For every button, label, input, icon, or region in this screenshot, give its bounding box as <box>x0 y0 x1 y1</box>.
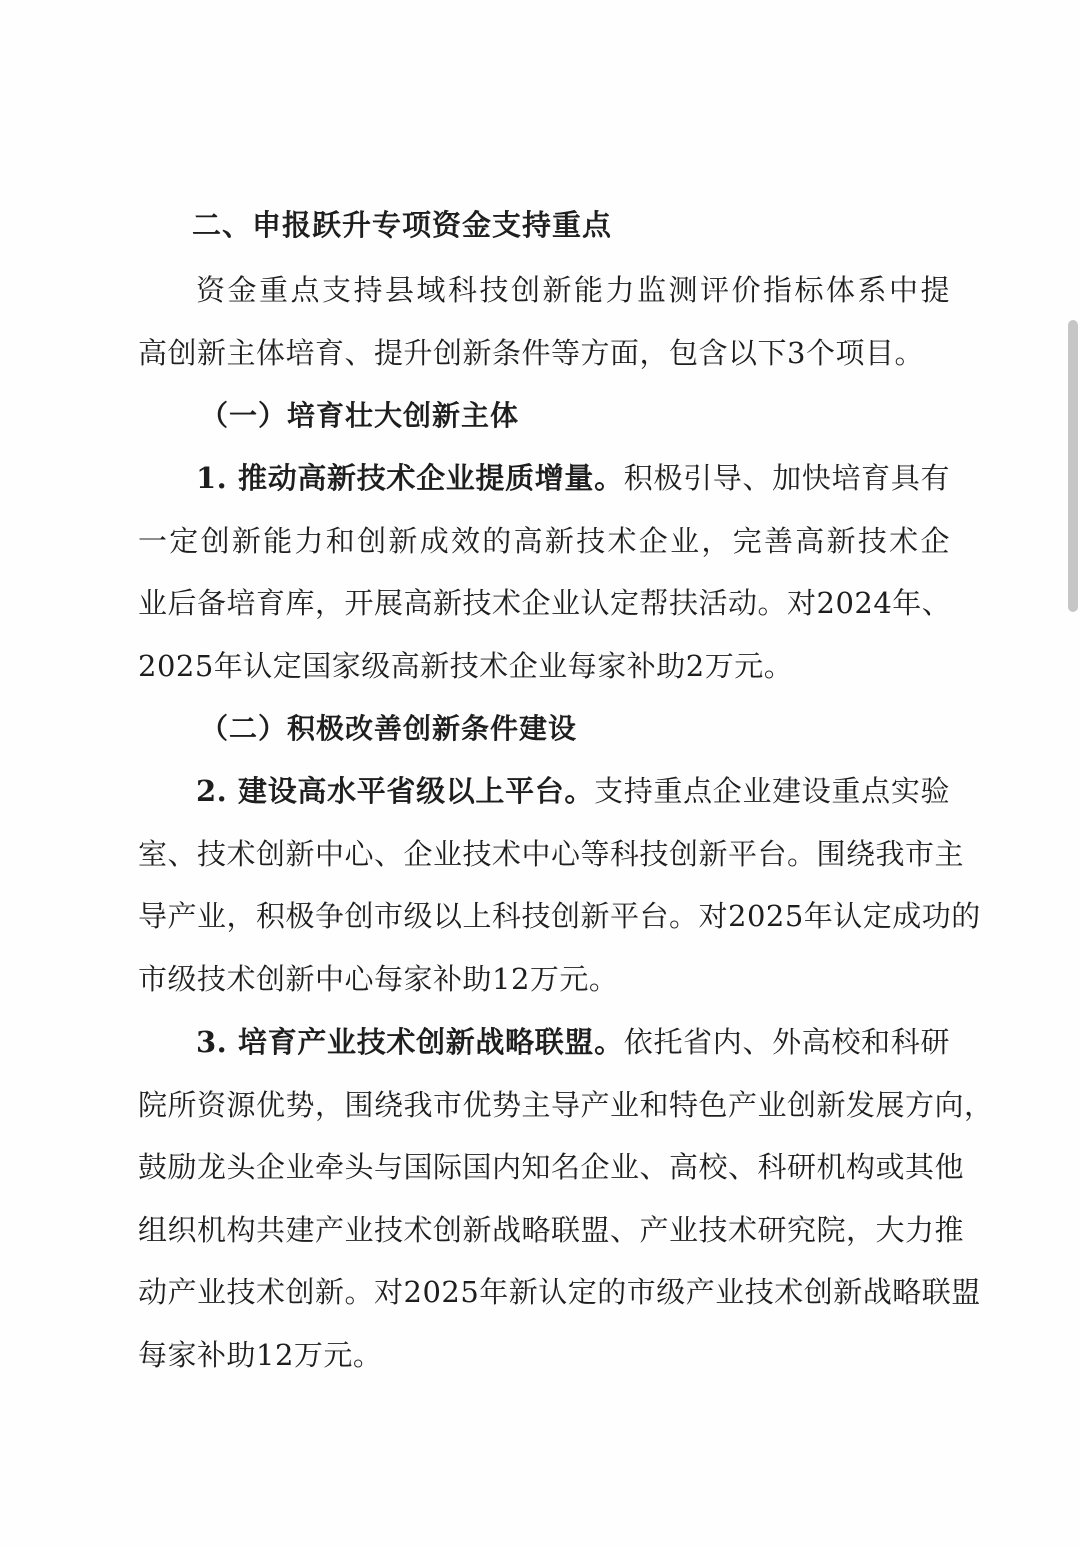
item-3-line-4: 组织机构共建产业技术创新战略联盟、产业技术研究院，大力推 <box>138 1212 965 1247</box>
item-3-line-1 <box>138 1011 950 1074</box>
item-1-line-1 <box>138 447 950 510</box>
item-1-lead: 1. 推动高新技术企业提质增量。 <box>196 461 624 495</box>
item-2-line-1 <box>138 760 950 823</box>
item-2-line-2: 室、技术创新中心、企业技术中心等科技创新平台。围绕我市主 <box>138 836 965 871</box>
section-title: 二、申报跃升专项资金支持重点 <box>192 208 613 242</box>
item-2-line-4: 市级技术创新中心每家补助12万元。 <box>138 961 619 996</box>
item-1-line-3: 业后备培育库，开展高新技术企业认定帮扶活动。对2024年、 <box>138 586 952 620</box>
item-2-first-rest: 支持重点企业建设重点实验 <box>594 774 950 808</box>
item-3-lead: 3. 培育产业技术创新战略联盟。 <box>196 1025 624 1059</box>
item-3-line-5: 动产业技术创新。对2025年新认定的市级产业技术创新战略联盟 <box>138 1275 981 1309</box>
subsection-title-2: （二）积极改善创新条件建设 <box>200 712 578 745</box>
item-3-first-rest: 依托省内、外高校和科研 <box>623 1025 950 1059</box>
intro-line-1: 资金重点支持县域科技创新能力监测评价指标体系中提 <box>196 273 950 307</box>
intro-paragraph <box>138 259 950 384</box>
item-1-first-rest: 积极引导、加快培育具有 <box>623 461 950 495</box>
subsection-title-1: （一）培育壮大创新主体 <box>200 399 520 432</box>
item-2-line-3: 导产业，积极争创市级以上科技创新平台。对2025年认定成功的 <box>138 899 981 933</box>
item-3-line-6: 每家补助12万元。 <box>138 1337 383 1372</box>
item-1-paragraph <box>138 447 950 697</box>
item-2-paragraph <box>138 760 981 1010</box>
item-1-line-2: 一定创新能力和创新成效的高新技术企业，完善高新技术企 <box>138 523 950 558</box>
item-3-line-2: 院所资源优势，围绕我市优势主导产业和特色产业创新发展方向， <box>138 1087 994 1122</box>
item-3-line-3: 鼓励龙头企业牵头与国际国内知名企业、高校、科研机构或其他 <box>138 1150 965 1184</box>
item-3-paragraph <box>138 1011 994 1386</box>
item-1-line-4: 2025年认定国家级高新技术企业每家补助2万元。 <box>138 648 794 683</box>
intro-line-2: 高创新主体培育、提升创新条件等方面，包含以下3个项目。 <box>138 335 924 370</box>
vertical-scrollbar-thumb[interactable] <box>1068 320 1078 612</box>
item-2-lead: 2. 建设高水平省级以上平台。 <box>196 774 595 808</box>
